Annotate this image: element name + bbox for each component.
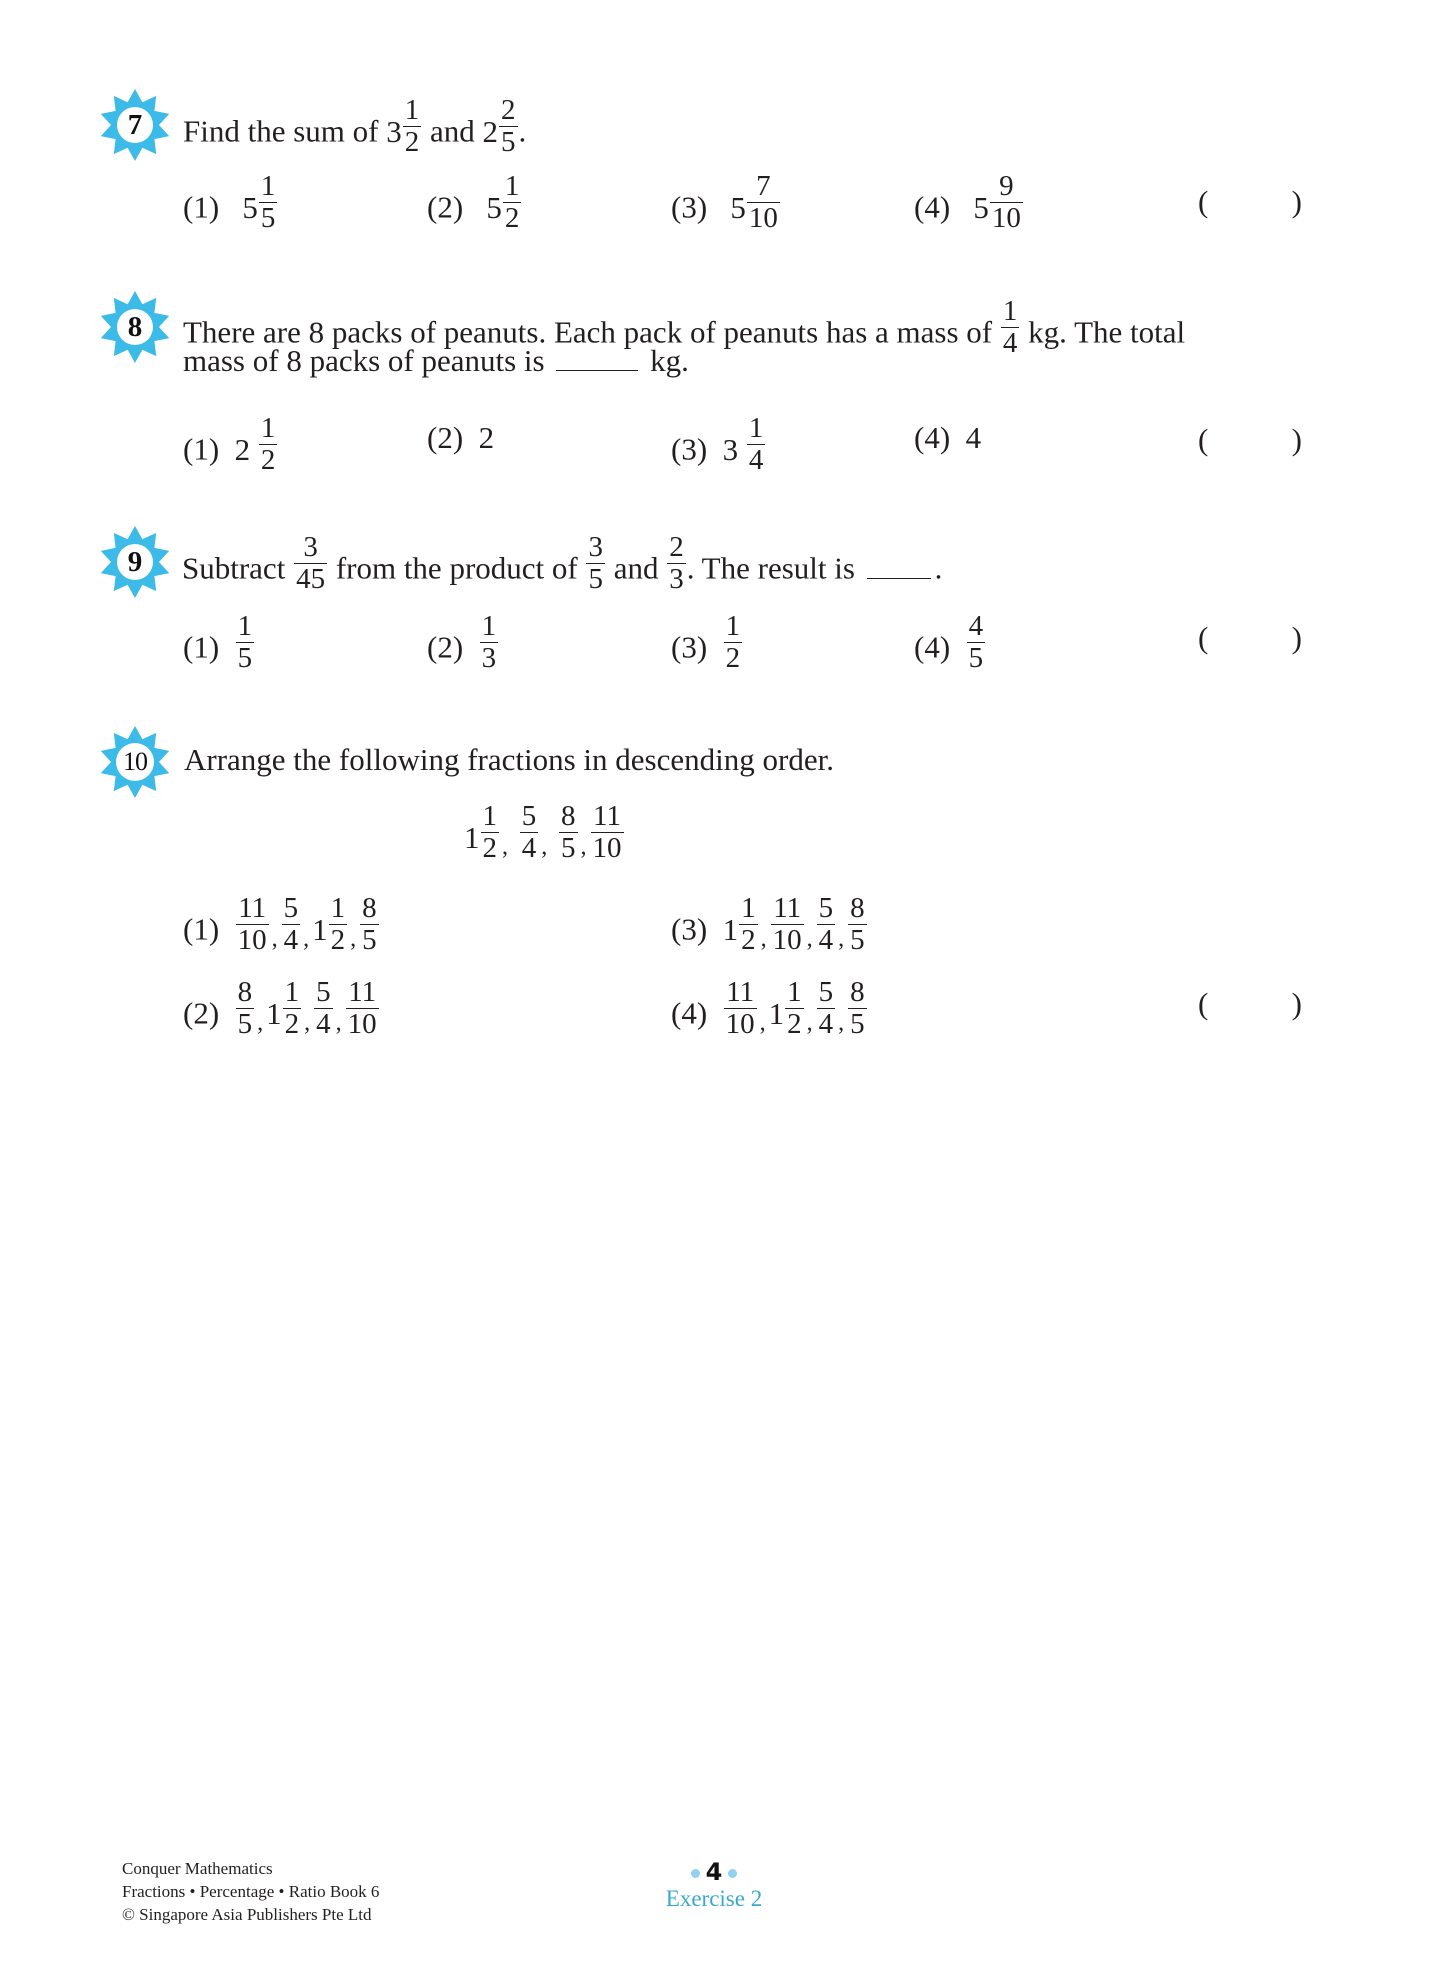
stem-text: from the product of bbox=[328, 550, 586, 586]
option-2[interactable] bbox=[427, 422, 494, 453]
option-2[interactable] bbox=[183, 976, 380, 1047]
fraction bbox=[329, 894, 348, 955]
fraction bbox=[499, 96, 518, 157]
numerator: 1 bbox=[330, 892, 346, 924]
fraction bbox=[724, 978, 757, 1039]
mixed-whole: 1 bbox=[768, 995, 785, 1031]
separator: , bbox=[806, 925, 813, 952]
denominator: 10 bbox=[237, 924, 267, 956]
section-label: Exercise 2 bbox=[665, 1886, 763, 1911]
denominator: 45 bbox=[296, 563, 326, 595]
fraction bbox=[771, 894, 804, 955]
option-label: (1) bbox=[183, 911, 220, 947]
option-3[interactable] bbox=[671, 610, 743, 681]
denominator: 10 bbox=[592, 832, 622, 864]
numerator: 8 bbox=[362, 892, 377, 924]
numerator: 1 bbox=[260, 412, 276, 444]
option-4[interactable] bbox=[914, 610, 986, 681]
fraction bbox=[559, 802, 578, 863]
fraction bbox=[480, 612, 499, 673]
numerator: 9 bbox=[999, 170, 1014, 202]
numerator: 11 bbox=[348, 976, 377, 1008]
denominator: 4 bbox=[521, 832, 537, 864]
fraction bbox=[236, 612, 255, 673]
mixed-whole: 1 bbox=[722, 911, 739, 947]
option-label: (3) bbox=[671, 189, 708, 225]
answer-paren-open: ( bbox=[1198, 620, 1209, 655]
denominator: 5 bbox=[588, 563, 603, 595]
numerator: 11 bbox=[593, 800, 621, 832]
denominator: 4 bbox=[1002, 327, 1018, 359]
mixed-whole: 2 bbox=[234, 431, 251, 467]
option-label: (3) bbox=[671, 911, 708, 947]
option-label: (1) bbox=[183, 431, 220, 467]
denominator: 2 bbox=[404, 126, 420, 158]
answer-paren-open: ( bbox=[1198, 986, 1209, 1021]
fraction bbox=[346, 978, 379, 1039]
option-4[interactable] bbox=[914, 422, 981, 453]
separator: , bbox=[580, 833, 587, 860]
fraction bbox=[520, 802, 539, 863]
denominator: 5 bbox=[850, 924, 865, 956]
option-label: (4) bbox=[914, 420, 951, 455]
numerator: 8 bbox=[237, 976, 253, 1008]
option-1[interactable] bbox=[183, 170, 278, 241]
fraction bbox=[747, 414, 766, 475]
answer-box[interactable] bbox=[1198, 184, 1302, 220]
denominator: 5 bbox=[362, 924, 377, 956]
mixed-whole: 1 bbox=[312, 911, 328, 947]
separator: , bbox=[838, 925, 845, 952]
numerator: 8 bbox=[850, 976, 865, 1008]
numerator: 1 bbox=[482, 800, 497, 832]
mixed-whole: 5 bbox=[973, 189, 989, 225]
option-label: (2) bbox=[427, 189, 464, 225]
fraction bbox=[967, 612, 986, 673]
option-value: 4 bbox=[965, 420, 982, 455]
fraction bbox=[591, 802, 624, 863]
numerator: 1 bbox=[504, 170, 520, 202]
numerator: 1 bbox=[748, 412, 764, 444]
separator: , bbox=[760, 925, 767, 952]
numerator: 11 bbox=[773, 892, 802, 924]
option-2[interactable] bbox=[427, 610, 499, 681]
stem-text: Find the sum of bbox=[183, 113, 387, 149]
numerator: 1 bbox=[481, 610, 497, 642]
denominator: 2 bbox=[284, 1008, 300, 1040]
option-label: (2) bbox=[183, 995, 220, 1031]
question-8-stem-line-2 bbox=[183, 345, 689, 376]
mixed-whole: 5 bbox=[242, 189, 258, 225]
stem-text: There are 8 packs of peanuts. Each pack of peanuts has a mass of bbox=[183, 314, 1000, 350]
copyright: © Singapore Asia Publishers Pte Ltd bbox=[122, 1905, 372, 1924]
denominator: 10 bbox=[347, 1008, 377, 1040]
separator: , bbox=[335, 1009, 342, 1036]
option-1[interactable] bbox=[183, 610, 255, 681]
answer-paren-open: ( bbox=[1198, 422, 1209, 457]
option-label: (4) bbox=[671, 995, 708, 1031]
numerator: 1 bbox=[260, 170, 276, 202]
question-number-badge bbox=[98, 88, 172, 162]
numerator: 8 bbox=[850, 892, 865, 924]
page-number: 4 bbox=[705, 1858, 723, 1886]
option-label: (2) bbox=[427, 629, 464, 665]
denominator: 5 bbox=[260, 202, 276, 234]
question-number: 8 bbox=[127, 310, 143, 343]
separator: , bbox=[838, 1009, 845, 1036]
numerator: 5 bbox=[283, 892, 299, 924]
option-2[interactable] bbox=[427, 170, 522, 241]
stem-text: Subtract bbox=[182, 550, 294, 586]
numerator: 5 bbox=[521, 800, 537, 832]
separator: , bbox=[806, 1009, 813, 1036]
fraction bbox=[282, 894, 301, 955]
question-number: 9 bbox=[127, 545, 143, 578]
numerator: 7 bbox=[756, 170, 771, 202]
denominator: 2 bbox=[787, 1008, 802, 1040]
fraction bbox=[503, 172, 522, 233]
option-label: (4) bbox=[914, 629, 951, 665]
denominator: 5 bbox=[237, 1008, 253, 1040]
mixed-whole: 1 bbox=[464, 819, 480, 855]
denominator: 2 bbox=[741, 924, 756, 956]
fraction bbox=[667, 533, 686, 594]
fraction bbox=[481, 802, 500, 863]
fraction bbox=[747, 172, 780, 233]
stem-text: and bbox=[605, 550, 667, 586]
denominator: 2 bbox=[504, 202, 520, 234]
numerator: 2 bbox=[501, 94, 516, 126]
stem-text: . bbox=[934, 550, 943, 586]
denominator: 5 bbox=[237, 642, 253, 674]
separator: , bbox=[541, 833, 548, 860]
fraction bbox=[785, 978, 804, 1039]
separator: , bbox=[759, 1009, 766, 1036]
book-title: Conquer Mathematics bbox=[122, 1859, 273, 1878]
fraction bbox=[314, 978, 333, 1039]
option-label: (3) bbox=[671, 629, 708, 665]
option-label: (4) bbox=[914, 189, 951, 225]
numerator: 1 bbox=[404, 94, 420, 126]
mixed-whole: 5 bbox=[730, 189, 746, 225]
answer-paren-close: ) bbox=[1291, 986, 1302, 1021]
option-label: (3) bbox=[671, 431, 708, 467]
denominator: 4 bbox=[748, 444, 764, 476]
fraction bbox=[990, 172, 1023, 233]
fraction bbox=[259, 172, 278, 233]
answer-blank[interactable] bbox=[556, 369, 638, 371]
numerator: 2 bbox=[669, 531, 684, 563]
numerator: 3 bbox=[303, 531, 318, 563]
denominator: 4 bbox=[283, 924, 299, 956]
fraction bbox=[403, 96, 422, 157]
stem-text: kg. bbox=[642, 343, 689, 378]
denominator: 10 bbox=[725, 1008, 755, 1040]
separator: , bbox=[271, 925, 278, 952]
stem-text: Arrange the following fractions in descending order. bbox=[184, 742, 834, 777]
question-number-badge bbox=[98, 725, 172, 799]
separator: , bbox=[304, 1009, 311, 1036]
denominator: 3 bbox=[669, 563, 684, 595]
question-9-stem bbox=[182, 531, 943, 602]
separator: , bbox=[350, 925, 357, 952]
answer-blank[interactable] bbox=[867, 577, 931, 579]
fraction bbox=[259, 414, 278, 475]
mixed-whole: 2 bbox=[482, 113, 498, 149]
fraction bbox=[848, 978, 867, 1039]
denominator: 2 bbox=[725, 642, 741, 674]
option-label: (2) bbox=[427, 420, 464, 455]
question-10-stem bbox=[184, 744, 834, 775]
numerator: 1 bbox=[787, 976, 802, 1008]
numerator: 4 bbox=[968, 610, 984, 642]
numerator: 8 bbox=[561, 800, 576, 832]
denominator: 4 bbox=[818, 1008, 834, 1040]
option-3[interactable] bbox=[671, 170, 781, 241]
question-number-badge bbox=[98, 290, 172, 364]
denominator: 2 bbox=[260, 444, 276, 476]
numerator: 5 bbox=[316, 976, 331, 1008]
denominator: 5 bbox=[850, 1008, 865, 1040]
stem-text: . bbox=[518, 113, 527, 149]
option-label: (1) bbox=[183, 189, 220, 225]
answer-paren-close: ) bbox=[1291, 620, 1302, 655]
fraction bbox=[724, 612, 743, 673]
question-7-stem bbox=[183, 94, 527, 165]
separator: , bbox=[502, 833, 508, 860]
fraction bbox=[586, 533, 605, 594]
fraction bbox=[294, 533, 327, 594]
numerator: 11 bbox=[726, 976, 755, 1008]
option-3[interactable] bbox=[671, 412, 766, 483]
separator: , bbox=[303, 925, 310, 952]
answer-paren-close: ) bbox=[1291, 184, 1302, 219]
answer-paren-open: ( bbox=[1198, 184, 1209, 219]
fraction bbox=[848, 894, 867, 955]
fraction bbox=[817, 978, 836, 1039]
option-label: (1) bbox=[183, 629, 220, 665]
fraction bbox=[739, 894, 758, 955]
numerator: 11 bbox=[238, 892, 267, 924]
option-4[interactable] bbox=[671, 976, 868, 1047]
page-number-block bbox=[662, 1858, 766, 1912]
numerator: 3 bbox=[588, 531, 603, 563]
question-number: 10 bbox=[123, 747, 147, 776]
denominator: 2 bbox=[482, 832, 497, 864]
answer-box[interactable] bbox=[1198, 620, 1302, 656]
numerator: 1 bbox=[741, 892, 756, 924]
numerator: 5 bbox=[818, 892, 834, 924]
answer-box[interactable] bbox=[1198, 986, 1302, 1022]
dot-icon bbox=[691, 1869, 700, 1878]
stem-text: mass of 8 packs of peanuts is bbox=[183, 343, 553, 378]
numerator: 5 bbox=[818, 976, 834, 1008]
given-fractions bbox=[464, 800, 625, 871]
stem-text: kg. The total bbox=[1020, 314, 1186, 350]
mixed-whole: 1 bbox=[266, 995, 282, 1031]
dot-icon bbox=[728, 1869, 737, 1878]
denominator: 5 bbox=[968, 642, 984, 674]
fraction bbox=[1001, 297, 1020, 358]
denominator: 10 bbox=[772, 924, 802, 956]
stem-text: . The result is bbox=[686, 550, 863, 586]
numerator: 1 bbox=[284, 976, 300, 1008]
option-3[interactable] bbox=[671, 892, 868, 963]
separator: , bbox=[257, 1009, 264, 1036]
mixed-whole: 3 bbox=[386, 113, 402, 149]
numerator: 1 bbox=[725, 610, 741, 642]
denominator: 5 bbox=[561, 832, 576, 864]
option-1[interactable] bbox=[183, 892, 380, 963]
book-subtitle: Fractions • Percentage • Ratio Book 6 bbox=[122, 1882, 380, 1901]
denominator: 4 bbox=[316, 1008, 331, 1040]
mixed-whole: 3 bbox=[722, 431, 739, 467]
denominator: 10 bbox=[991, 202, 1021, 234]
mixed-whole: 5 bbox=[486, 189, 502, 225]
denominator: 10 bbox=[748, 202, 778, 234]
question-number-badge bbox=[98, 525, 172, 599]
fraction bbox=[360, 894, 379, 955]
denominator: 5 bbox=[501, 126, 516, 158]
denominator: 4 bbox=[818, 924, 834, 956]
denominator: 2 bbox=[330, 924, 346, 956]
footer-book-info bbox=[122, 1857, 379, 1926]
fraction bbox=[236, 978, 255, 1039]
stem-text: and bbox=[422, 113, 483, 149]
fraction bbox=[283, 978, 302, 1039]
fraction bbox=[817, 894, 836, 955]
answer-box[interactable] bbox=[1198, 422, 1302, 458]
option-1[interactable] bbox=[183, 412, 278, 483]
option-value: 2 bbox=[478, 420, 495, 455]
question-number: 7 bbox=[127, 108, 143, 141]
option-4[interactable] bbox=[914, 170, 1024, 241]
numerator: 1 bbox=[1002, 295, 1018, 327]
numerator: 1 bbox=[237, 610, 253, 642]
answer-paren-close: ) bbox=[1291, 422, 1302, 457]
fraction bbox=[236, 894, 269, 955]
denominator: 3 bbox=[481, 642, 497, 674]
